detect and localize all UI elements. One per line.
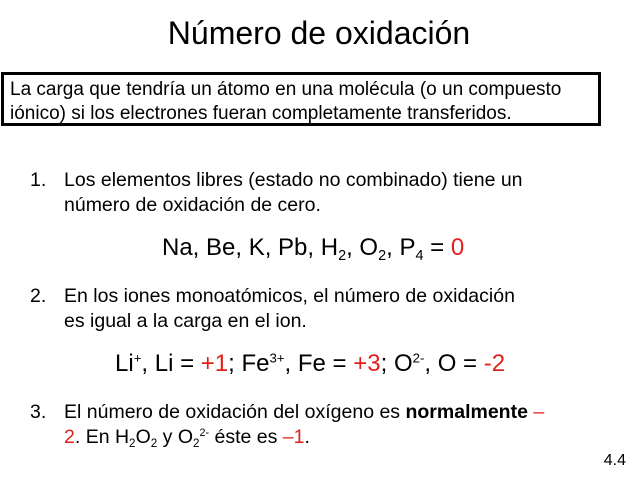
formula-text: ; Fe <box>228 350 270 377</box>
formula-subscript: 2 <box>378 248 387 265</box>
rule-3-text: éste es <box>209 426 283 448</box>
slide-number: 4.4 <box>603 452 626 469</box>
rule-1-line-2: número de oxidación de cero. <box>64 194 321 216</box>
zero-value: 0 <box>450 234 465 261</box>
li-oxidation-value: +1 <box>200 350 229 377</box>
formula-text: Na, Be, K, Pb, H <box>162 234 339 261</box>
formula-text: ; O <box>380 350 413 377</box>
charge-superscript: 2- <box>199 427 210 440</box>
rule-1-number: 1. <box>30 169 47 191</box>
charge-superscript: 3+ <box>269 350 285 366</box>
rule-3-line-2 <box>64 425 310 450</box>
rule-3-red-dash: – <box>527 401 545 423</box>
rule-3-text: O <box>135 426 151 448</box>
rule-3-bold-word: normalmente <box>405 401 528 423</box>
rule-3-text: . En H <box>74 426 130 448</box>
formula-text: , Fe = <box>284 350 354 377</box>
definition-box: La carga que tendría un átomo en una molécula (o un compuesto iónico) si los electrones fueran completamente transferidos. <box>1 72 601 126</box>
rule-3-text: El número de oxidación del oxígeno es <box>64 401 406 423</box>
formula-text: , O = <box>424 350 484 377</box>
charge-superscript: 2- <box>412 350 425 366</box>
formula-subscript: 2 <box>150 437 158 451</box>
formula-subscript: 2 <box>129 437 136 451</box>
fe-oxidation-value: +3 <box>353 350 381 377</box>
rule-3-red-minus-one: –1 <box>282 426 305 448</box>
formula-text: = <box>423 234 451 261</box>
formula-text: , Li = <box>141 350 201 377</box>
rule-2-line-1: En los iones monoatómicos, el número de oxidación <box>64 285 515 307</box>
rule-2-line-2: es igual a la carga en el ion. <box>64 310 307 332</box>
rule-3-text: . <box>304 426 310 448</box>
rule-2-number: 2. <box>30 285 47 307</box>
rule-3-red-two: 2 <box>64 426 75 448</box>
charge-superscript: + <box>133 350 142 366</box>
o-oxidation-value: -2 <box>483 350 506 377</box>
slide-title: Número de oxidación <box>167 15 471 51</box>
monoatomic-ions-formula <box>115 349 505 379</box>
formula-text: Li <box>115 350 134 377</box>
formula-text: , O <box>346 234 379 261</box>
formula-text: , P <box>386 234 416 261</box>
rule-1-line-1: Los elementos libres (estado no combinado) tiene un <box>64 169 523 191</box>
rule-3-text: y O <box>157 426 194 448</box>
free-elements-formula <box>162 233 464 263</box>
rule-3-line-1 <box>64 400 544 425</box>
rule-3-number: 3. <box>30 401 47 423</box>
formula-subscript: 2 <box>338 248 347 265</box>
formula-subscript: 2 <box>193 437 200 451</box>
formula-subscript: 4 <box>415 248 424 265</box>
